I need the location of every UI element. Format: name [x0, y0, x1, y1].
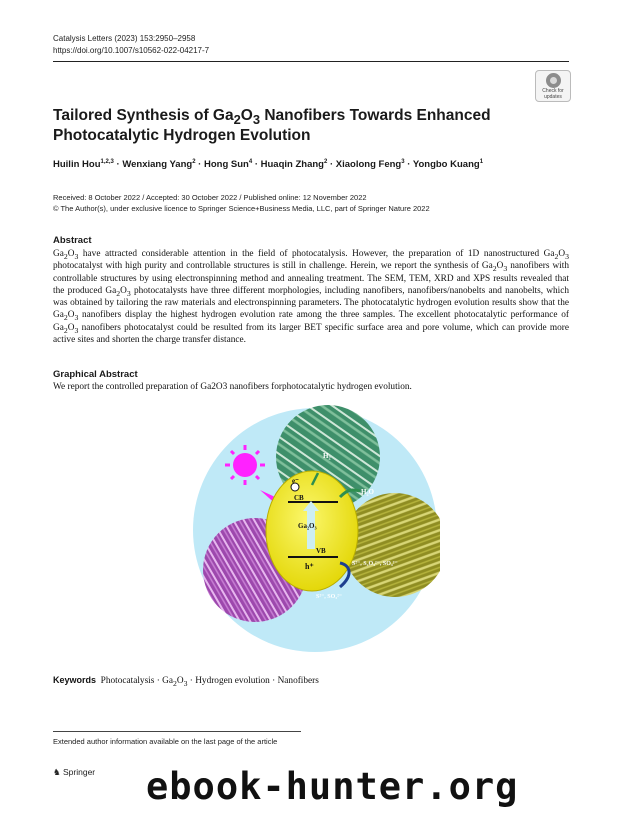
label-ga2o3: Ga₂O₃: [298, 522, 317, 530]
journal-citation: Catalysis Letters (2023) 153:2950–2958: [53, 34, 196, 43]
label-vb: VB: [316, 547, 326, 555]
keywords: Keywords Photocatalysis · $Ga_2O_3$ · Hydrogen evolution · Nanofibers: [53, 675, 319, 688]
label-h2: H₂: [323, 452, 331, 460]
keyword[interactable]: Nanofibers: [277, 676, 319, 686]
watermark: ebook-hunter.org: [146, 765, 519, 808]
author[interactable]: Wenxiang Yang$^2$: [122, 158, 196, 170]
abstract-body: $Ga_2O_3$ have attracted considerable attention in the field of photocatalysis. However, the preparation of 1D nanostructured $Ga_2O_3$ photocatalyst with high purity and controllable structures is still in challenge. Herein, we report the synthesis of $Ga_2O_3$ nanofibers with controllable structures by using electronspinning method and annealing treatment. The SEM, TEM, XRD and XPS results revealed that the produced $Ga_2O_3$ photocatalysts have three different morphologies, including nanofibers, nanofibers/nanobelts and nanobelts, which was obtained by tailoring the raw materials and electronspinning parameters. The photocatalytic hydrogen evolution results show that the $Ga_2O_3$ nanofibers display the highest hydrogen evolution rate among the three samples. The excellent photocatalytic performance of $Ga_2O_3$ nanofibers photocatalyst could be resulted from its larger BET specific surface area and pore volume, which can provide more active sites and shorten the charge transfer distance.: [53, 249, 570, 346]
author[interactable]: Yongbo Kuang$^1$: [412, 158, 484, 170]
keywords-label: Keywords: [53, 675, 97, 685]
header-rule: [53, 61, 569, 62]
check-updates-icon: [546, 73, 561, 88]
abstract-heading: Abstract: [53, 235, 92, 246]
author[interactable]: Xiaolong Feng$^3$: [335, 158, 405, 170]
badge-label: Check for updates: [542, 88, 564, 100]
keyword[interactable]: $Ga_2O_3$: [162, 676, 188, 688]
graphical-abstract-figure: [190, 405, 440, 655]
doi-link[interactable]: https://doi.org/10.1007/s10562-022-04217-7: [53, 46, 210, 55]
keyword[interactable]: Hydrogen evolution: [195, 676, 270, 686]
springer-horse-icon: ♞: [53, 767, 61, 777]
author-list: Huilin Hou$^{1,2,3}$ · Wenxiang Yang$^2$ · Hong Sun$^4$ · Huaqin Zhang$^2$ · Xiaolong Feng$^3$ · Yongbo Kuang$^1$: [53, 158, 484, 170]
article-title: Tailored Synthesis of $Ga_2O_3$ Nanofibers Towards Enhanced Photocatalytic Hydrogen Evolution: [53, 107, 491, 144]
footnote: Extended author information available on the last page of the article: [53, 737, 278, 746]
journal-header: [53, 33, 209, 57]
graphical-abstract-heading: Graphical Abstract: [53, 369, 138, 380]
footnote-rule: [53, 731, 301, 732]
label-cb: CB: [294, 494, 304, 502]
label-sulfite: S²⁻, SO₃²⁻: [316, 594, 343, 600]
publisher-mark: ♞ Springer: [53, 767, 96, 777]
label-sacrificial: S²⁻, S₂O₃²⁻, SO₄²⁻: [352, 561, 398, 567]
label-electron: e⁻: [292, 477, 299, 485]
check-for-updates-badge[interactable]: [535, 70, 571, 102]
graphical-abstract-text: We report the controlled preparation of Ga2O3 nanofibers forphotocatalytic hydrogen evolution.: [53, 382, 412, 392]
label-h2o: H₂O: [361, 488, 374, 496]
keyword[interactable]: Photocatalysis: [100, 676, 155, 686]
author[interactable]: Hong Sun$^4$: [203, 158, 253, 170]
author[interactable]: Huaqin Zhang$^2$: [260, 158, 328, 170]
label-hole: h⁺: [305, 562, 314, 571]
author[interactable]: Huilin Hou$^{1,2,3}$: [53, 158, 114, 170]
publication-dates: Received: 8 October 2022 / Accepted: 30 October 2022 / Published online: 12 November 2022 © The Author(s), under exclusive licence to Springer Science+Business Media, LLC, part of Springer Nature 2022: [53, 193, 430, 213]
